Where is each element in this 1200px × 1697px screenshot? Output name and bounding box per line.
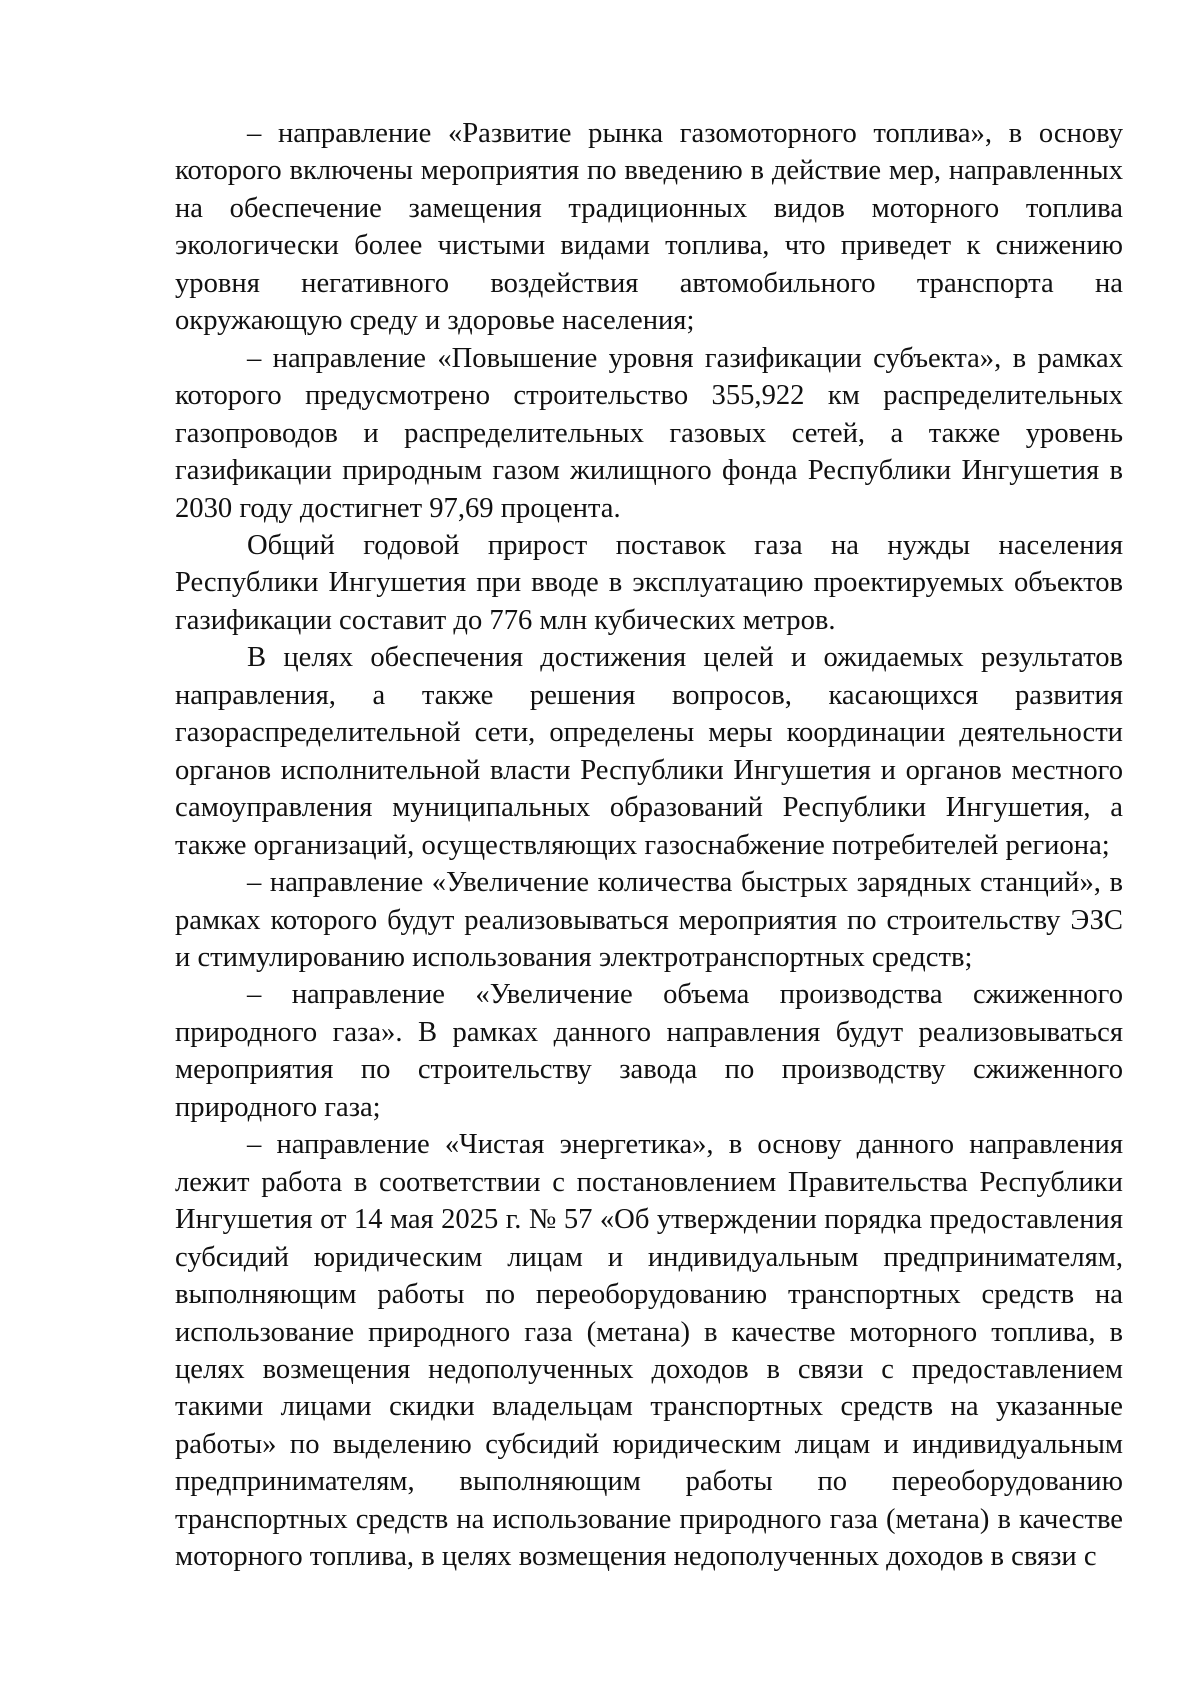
paragraph-coordination-measures: В целях обеспечения достижения целей и ожидаемых результатов направления, а также решения вопросов, касающихся развития газораспределительной сети, определены меры координации деятельности органов исполнительной власти Республики Ингушетия и органов местного самоуправления муниципальных образований Республики Ингушетия, а также организаций, осуществляющих газоснабжение потребителей региона; xyxy=(175,642,1123,861)
document-page xyxy=(175,115,1123,1576)
paragraph-clean-energy: – направление «Чистая энергетика», в основу данного направления лежит работа в соответствии с постановлением Правительства Республики Ингушетия от 14 мая 2025 г. № 57 «Об утверждении порядка предоставления субсидий юридическим лицам и индивидуальным предпринимателям, выполняющим работы по переоборудованию транспортных средств на использование природного газа (метана) в качестве моторного топлива, в целях возмещения недополученных доходов в связи с предоставлением такими лицами скидки владельцам транспортных средств на указанные работы» по выделению субсидий юридическим лицам и индивидуальным предпринимателям, выполняющим работы по переоборудованию транспортных средств на использование природного газа (метана) в качестве моторного топлива, в целях возмещения недополученных доходов в связи с xyxy=(175,1129,1123,1573)
paragraph-gasification-level: – направление «Повышение уровня газификации субъекта», в рамках которого предусмотрено строительство 355,922 км распределительных газопроводов и распределительных газовых сетей, а также уровень газификации природным газом жилищного фонда Республики Ингушетия в 2030 году достигнет 97,69 процента. xyxy=(175,342,1123,524)
paragraph-gas-supply-growth: Общий годовой прирост поставок газа на нужды населения Республики Ингушетия при вводе в эксплуатацию проектируемых объектов газификации составит до 776 млн кубических метров. xyxy=(175,529,1123,636)
paragraph-liquefied-gas: – направление «Увеличение объема производства сжиженного природного газа». В рамках данного направления будут реализовываться мероприятия по строительству завода по производству сжиженного природного газа; xyxy=(175,979,1123,1123)
paragraph-charging-stations: – направление «Увеличение количества быстрых зарядных станций», в рамках которого будут реализовываться мероприятия по строительству ЭЗС и стимулированию использования электротранспортных средств; xyxy=(175,867,1123,973)
paragraph-gas-motor-fuel: – направление «Развитие рынка газомоторного топлива», в основу которого включены мероприятия по введению в действие мер, направленных на обеспечение замещения традиционных видов моторного топлива экологически более чистыми видами топлива, что приведет к снижению уровня негативного воздействия автомобильного транспорта на окружающую среду и здоровье населения; xyxy=(175,118,1123,337)
